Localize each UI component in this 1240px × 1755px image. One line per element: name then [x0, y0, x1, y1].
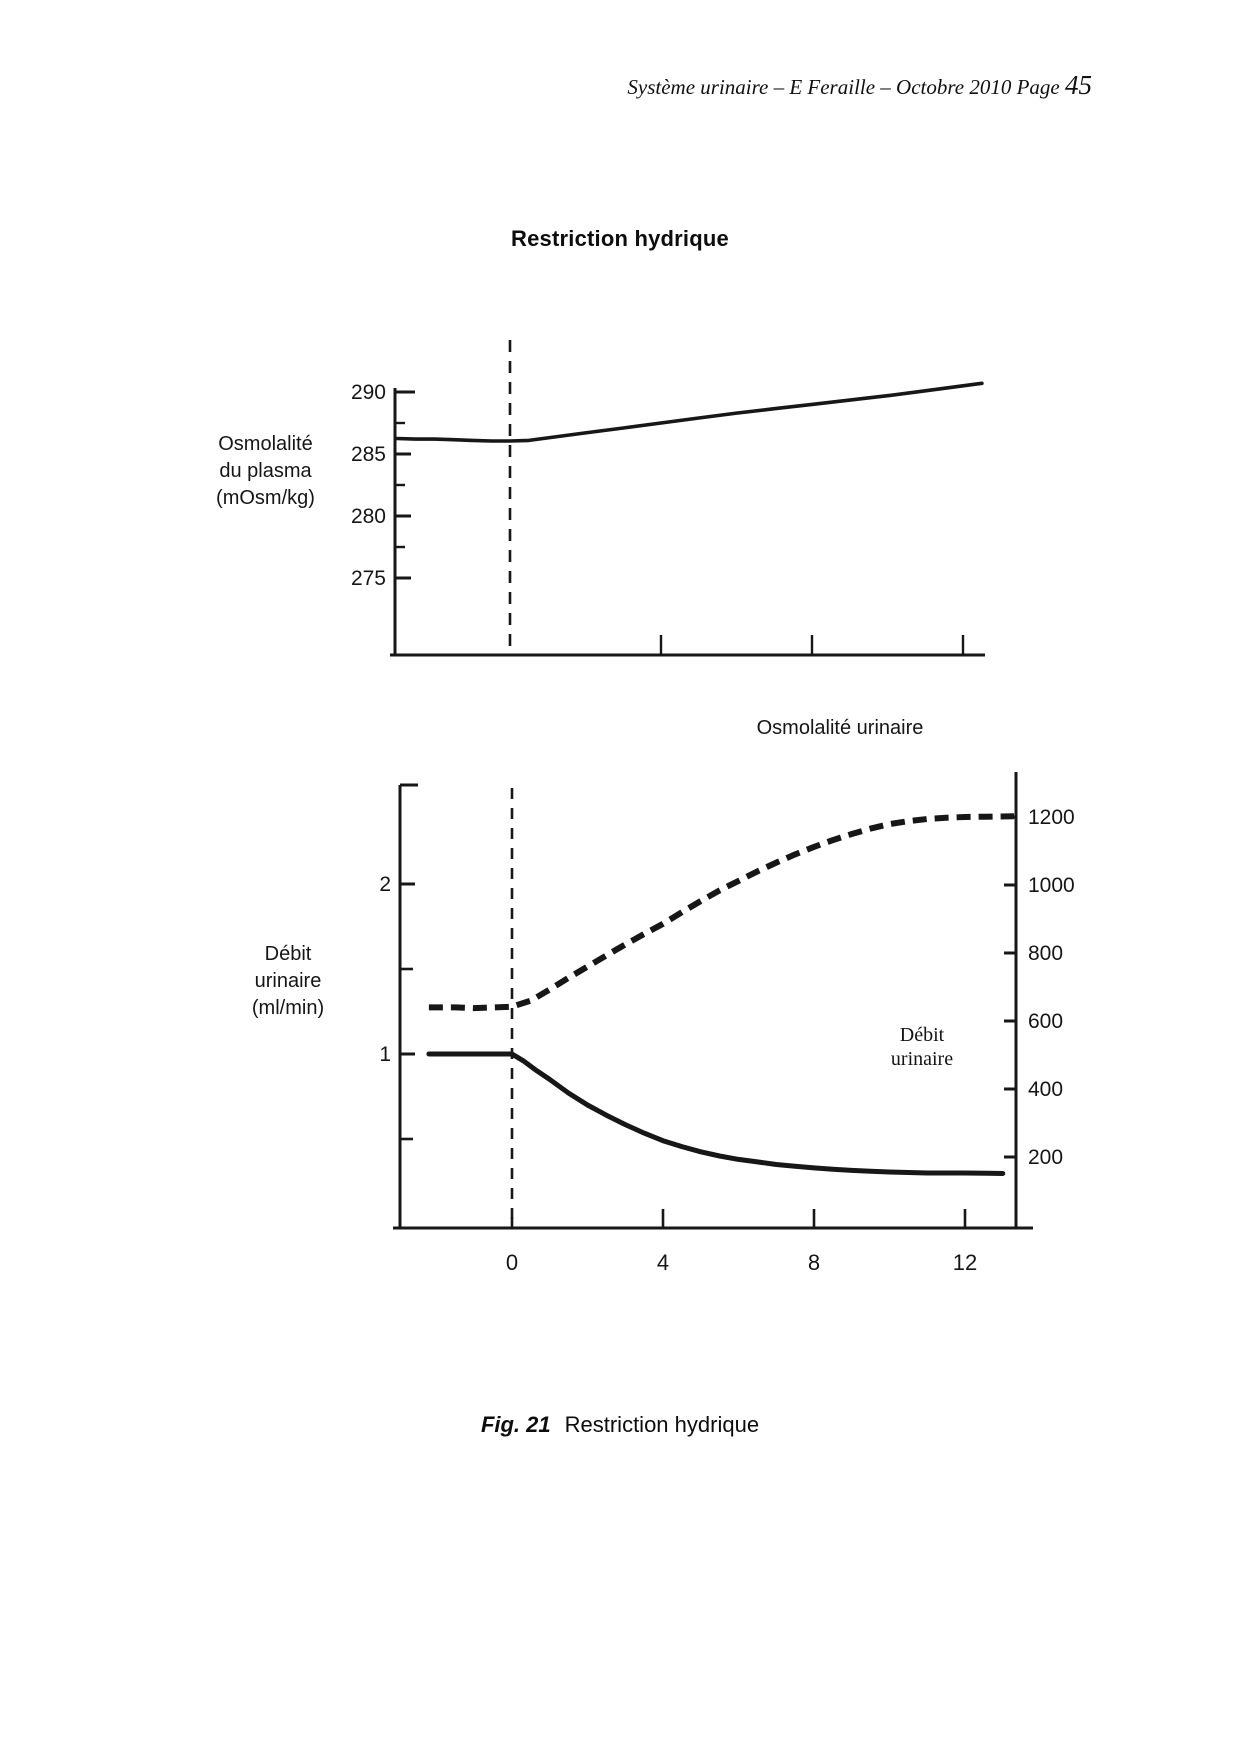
- caption-text: Restriction hydrique: [564, 1412, 760, 1437]
- header-text: Système urinaire – E Feraille – Octobre 2010 Page: [627, 75, 1060, 99]
- bottom-right-tick-label: 1000: [1028, 874, 1075, 897]
- page-header: [0, 70, 1092, 101]
- bottom-right-tick-label: 400: [1028, 1078, 1064, 1101]
- figure-caption: [0, 1412, 1240, 1438]
- urine-osmolality-series-label: Osmolalité urinaire: [756, 717, 924, 739]
- series-urine-osmolality: [429, 816, 1014, 1008]
- urine-flow-series-annotation: Débit urinaire: [890, 1024, 954, 1070]
- top-y-tick-label: 280: [350, 505, 386, 528]
- plasma-y-axis-label: Osmolalité du plasma (mOsm/kg): [216, 433, 315, 509]
- bottom-x-tick-label: 8: [807, 1250, 821, 1275]
- urine-flow-y-axis-label: Débit urinaire (ml/min): [251, 943, 325, 1019]
- bottom-left-tick-label: 2: [379, 873, 391, 896]
- caption-label: Fig. 21: [480, 1412, 551, 1437]
- figure-title: Restriction hydrique: [511, 226, 729, 251]
- bottom-x-tick-label: 0: [505, 1250, 519, 1275]
- bottom-x-tick-label: 12: [952, 1250, 978, 1275]
- top-y-tick-label: 290: [350, 381, 386, 404]
- top-y-tick-label: 275: [350, 567, 386, 590]
- bottom-right-tick-label: 600: [1028, 1010, 1064, 1033]
- bottom-left-tick-label: 1: [379, 1043, 391, 1066]
- bottom-right-tick-label: 1200: [1028, 806, 1075, 829]
- bottom-x-tick-label: 4: [656, 1250, 670, 1275]
- series-plasma-osmolality: [397, 383, 982, 441]
- urine-chart: [340, 750, 1080, 1290]
- page-number: 45: [1065, 70, 1092, 100]
- top-y-tick-label: 285: [350, 443, 386, 466]
- plasma-osmolality-chart: [340, 320, 1040, 680]
- series-urine-flow: [429, 1054, 1003, 1174]
- bottom-right-tick-label: 200: [1028, 1146, 1064, 1169]
- bottom-right-tick-label: 800: [1028, 942, 1064, 965]
